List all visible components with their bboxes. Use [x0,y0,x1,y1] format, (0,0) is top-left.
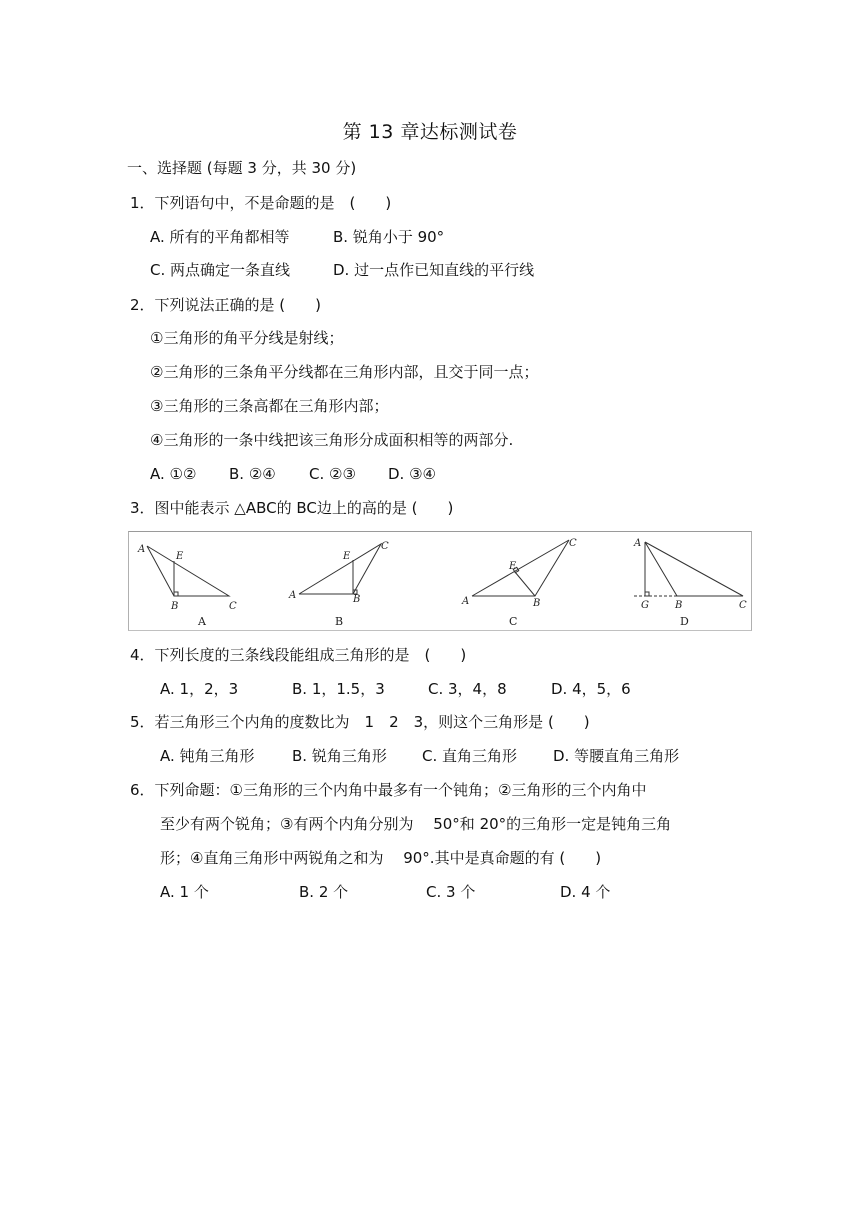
page-title: 第 13 章达标测试卷 [342,121,518,143]
option-c: C. 两点确定一条直线 [150,261,291,279]
question-2-stem: 2．下列说法正确的是 ( ) [130,296,322,314]
question-2-options [150,464,750,484]
figure-caption-b: B [335,615,344,628]
option-d: D. 4 个 [560,883,611,901]
question-6-stem-line-3: 形；④直角三角形中两锐角之和为 90°.其中是真命题的有 ( ) [160,849,602,867]
question-6-stem-line-2: 至少有两个锐角；③有两个内角分别为 50°和 20°的三角形一定是钝角三角 [160,815,672,833]
question-3-stem: 3．图中能表示 △ABC的 BC边上的高的是 ( ) [130,499,454,517]
figure-caption-d: D [680,615,689,628]
question-6-stem-line-1: 6．下列命题：①三角形的三个内角中最多有一个钝角；②三角形的三个内角中 [130,781,647,799]
point-label: C [229,601,237,612]
question-6-options [160,882,760,902]
option-c: C. ②③ [309,465,356,483]
option-d: D. 4，5，6 [551,680,631,698]
figure-caption-c: C [509,615,518,628]
point-label: E [176,551,184,562]
figure-c [472,540,569,596]
option-c: C. 3，4，8 [428,680,507,698]
point-label: G [641,600,649,611]
point-label: E [509,561,517,572]
question-4-stem: 4．下列长度的三条线段能组成三角形的是 ( ) [130,646,467,664]
point-label: C [569,538,577,549]
point-label: C [739,600,747,611]
point-label: A [138,544,146,555]
option-b: B. ②④ [229,465,276,483]
point-label: B [171,601,179,612]
point-label: A [289,590,297,601]
option-c: C. 3 个 [426,883,476,901]
point-label: A [634,538,642,549]
statement-2: ②三角形的三条角平分线都在三角形内部，且交于同一点； [150,363,539,381]
option-a: A. 1 个 [160,883,209,901]
point-label: E [343,551,351,562]
statement-1: ①三角形的角平分线是射线； [150,329,344,347]
option-a: A. ①② [150,465,197,483]
option-d: D. ③④ [388,465,436,483]
question-5-stem: 5．若三角形三个内角的度数比为 1 2 3，则这个三角形是 ( ) [130,713,590,731]
figure-a [147,546,229,596]
statement-3: ③三角形的三条高都在三角形内部； [150,397,389,415]
option-b: B. 锐角小于 90° [333,228,445,246]
triangle-figures-svg [129,532,753,632]
option-b: B. 锐角三角形 [292,747,387,765]
point-label: C [381,541,389,552]
statement-4: ④三角形的一条中线把该三角形分成面积相等的两部分. [150,431,514,449]
option-d: D. 过一点作已知直线的平行线 [333,261,535,279]
point-label: B [353,594,361,605]
point-label: B [675,600,683,611]
section-heading: 一、选择题 (每题 3 分，共 30 分) [127,159,357,177]
option-c: C. 直角三角形 [422,747,518,765]
point-label: B [533,598,541,609]
point-label: A [462,596,470,607]
question-1-options-row-1 [150,227,750,247]
triangle-figures [128,531,752,631]
question-4-options [160,679,760,699]
option-d: D. 等腰直角三角形 [553,747,680,765]
question-1-options-row-2 [150,260,750,280]
option-a: A. 钝角三角形 [160,747,255,765]
option-a: A. 所有的平角都相等 [150,228,290,246]
question-5-options [160,746,760,766]
question-1-stem: 1．下列语句中，不是命题的是 ( ) [130,194,392,212]
figure-d [634,542,743,596]
option-a: A. 1，2，3 [160,680,239,698]
figure-caption-a: A [198,615,206,628]
option-b: B. 2 个 [299,883,349,901]
option-b: B. 1，1.5，3 [292,680,385,698]
figure-b [299,544,381,594]
